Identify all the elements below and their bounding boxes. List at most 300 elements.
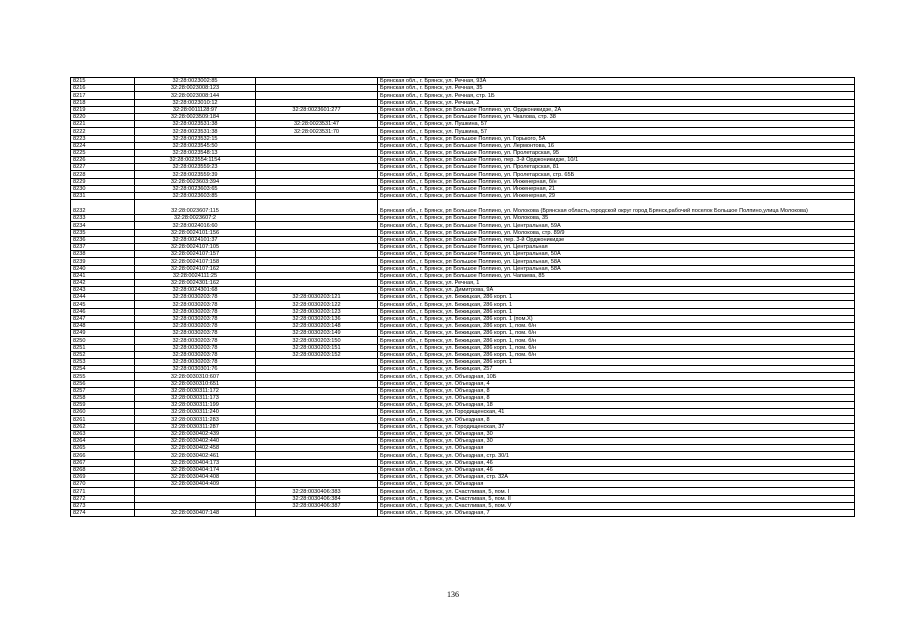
cadastral-number-cell: 32:28:0030310:607 — [135, 373, 256, 380]
address-cell: Брянская обл., г. Брянск, рп Большое Полпино, ул. Центральная, 59А — [378, 222, 855, 229]
cadastral-number-cell: 32:28:0030402:458 — [135, 445, 256, 452]
parent-cadastral-cell: 32:28:0030203:136 — [256, 315, 378, 322]
address-cell: Брянская обл., г. Брянск, ул. Объездная, стр. 30/1 — [378, 452, 855, 459]
cadastral-number-cell: 32:28:0030203:78 — [135, 294, 256, 301]
address-cell: Брянская обл., г. Брянск, ул. Пушкина, 57 — [378, 128, 855, 135]
cadastral-number-cell: 32:28:0024301:162 — [135, 279, 256, 286]
parent-cadastral-cell — [256, 193, 378, 200]
address-cell: Брянская обл., г. Брянск, ул. Счастливая, 5, пом. I — [378, 488, 855, 495]
row-number-cell: 8268 — [71, 466, 135, 473]
row-number-cell: 8221 — [71, 121, 135, 128]
address-cell: Брянская обл., г. Брянск, ул. Объездная, 8 — [378, 416, 855, 423]
table-row — [71, 337, 855, 344]
table-row — [71, 301, 855, 308]
row-number-cell: 8273 — [71, 502, 135, 509]
parent-cadastral-cell — [256, 287, 378, 294]
address-cell: Брянская обл., г. Брянск, ул. Бежицкая, 286 корп. 1 — [378, 308, 855, 315]
row-number-cell: 8249 — [71, 330, 135, 337]
page-number: 136 — [447, 590, 459, 599]
row-number-cell: 8224 — [71, 142, 135, 149]
row-number-cell: 8228 — [71, 171, 135, 178]
parent-cadastral-cell: 32:28:0023531:70 — [256, 128, 378, 135]
address-cell: Брянская обл., г. Брянск, ул. Объездная, стр. 32А — [378, 473, 855, 480]
cadastral-number-cell: 32:28:0023545:50 — [135, 142, 256, 149]
cadastral-number-cell: 32:28:0030203:78 — [135, 351, 256, 358]
row-number-cell: 8245 — [71, 301, 135, 308]
cadastral-number-cell: 32:28:0024101:156 — [135, 229, 256, 236]
address-cell: Брянская обл., г. Брянск, ул. Речная, 2 — [378, 99, 855, 106]
row-number-cell: 8237 — [71, 243, 135, 250]
address-cell: Брянская обл., г. Брянск, ул. Объездная, 7 — [378, 509, 855, 516]
table-row — [71, 402, 855, 409]
table-row — [71, 294, 855, 301]
parent-cadastral-cell — [256, 459, 378, 466]
address-cell: Брянская обл., г. Брянск, рп Большое Полпино, ул. Молокова, стр. 89/9 — [378, 229, 855, 236]
cadastral-number-cell: 32:28:0024107:158 — [135, 258, 256, 265]
row-number-cell: 8233 — [71, 215, 135, 222]
row-number-cell: 8242 — [71, 279, 135, 286]
cadastral-number-cell: 32:28:0023607:2 — [135, 215, 256, 222]
parent-cadastral-cell — [256, 394, 378, 401]
address-cell: Брянская обл., г. Брянск, рп Большое Полпино, ул. Чапаева, 85 — [378, 272, 855, 279]
cadastral-number-cell: 32:28:0023607:115 — [135, 200, 256, 215]
parent-cadastral-cell: 32:28:0030406:383 — [256, 488, 378, 495]
table-row — [71, 142, 855, 149]
cadastral-number-cell: 32:28:0030203:78 — [135, 358, 256, 365]
cadastral-number-cell: 32:28:0030402:440 — [135, 438, 256, 445]
parent-cadastral-cell — [256, 222, 378, 229]
cadastral-number-cell: 32:28:0030404:408 — [135, 473, 256, 480]
address-cell: Брянская обл., г. Брянск, ул. Пушкина, 57 — [378, 121, 855, 128]
table-row — [71, 287, 855, 294]
row-number-cell: 8218 — [71, 99, 135, 106]
cadastral-number-cell: 32:28:0023559:23 — [135, 164, 256, 171]
address-cell: Брянская обл., г. Брянск, ул. Бежицкая, 286 корп. 1, пом. б/н — [378, 323, 855, 330]
table-row — [71, 409, 855, 416]
row-number-cell: 8255 — [71, 373, 135, 380]
address-cell: Брянская обл., г. Брянск, рп Большое Полпино, ул. Молокова (Брянская область,городской округ город Брянск,рабочий поселок Большое Полпино,улица Молокова) — [378, 200, 855, 215]
register-table-body — [71, 78, 855, 517]
table-row — [71, 251, 855, 258]
cadastral-number-cell: 32:28:0030407:148 — [135, 509, 256, 516]
table-row — [71, 128, 855, 135]
parent-cadastral-cell — [256, 473, 378, 480]
cadastral-number-cell: 32:28:0030311:199 — [135, 402, 256, 409]
row-number-cell: 8231 — [71, 193, 135, 200]
parent-cadastral-cell: 32:28:0023601:277 — [256, 106, 378, 113]
row-number-cell: 8215 — [71, 78, 135, 85]
cadastral-number-cell: 32:28:0030310:651 — [135, 380, 256, 387]
cadastral-number-cell: 32:28:0023554:1154 — [135, 157, 256, 164]
row-number-cell: 8252 — [71, 351, 135, 358]
row-number-cell: 8244 — [71, 294, 135, 301]
table-row — [71, 509, 855, 516]
parent-cadastral-cell — [256, 416, 378, 423]
address-cell: Брянская обл., г. Брянск, ул. Бежицкая, 286 корп. 1, пом. б/н — [378, 344, 855, 351]
table-row — [71, 78, 855, 85]
parent-cadastral-cell — [256, 438, 378, 445]
cadastral-number-cell: 32:28:0023010:12 — [135, 99, 256, 106]
cadastral-number-cell: 32:28:0023603:85 — [135, 193, 256, 200]
address-cell: Брянская обл., г. Брянск, ул. Объездная — [378, 481, 855, 488]
address-cell: Брянская обл., г. Брянск, ул. Димитрова, 9А — [378, 287, 855, 294]
address-cell: Брянская обл., г. Брянск, ул. Речная, 93А — [378, 78, 855, 85]
row-number-cell: 8262 — [71, 423, 135, 430]
cadastral-number-cell: 32:28:0030404:409 — [135, 481, 256, 488]
parent-cadastral-cell — [256, 251, 378, 258]
cadastral-number-cell: 32:28:0030203:78 — [135, 315, 256, 322]
parent-cadastral-cell — [256, 92, 378, 99]
table-row — [71, 423, 855, 430]
table-row — [71, 222, 855, 229]
parent-cadastral-cell: 32:28:0030203:148 — [256, 323, 378, 330]
cadastral-number-cell: 32:28:0030404:174 — [135, 466, 256, 473]
cadastral-number-cell: 32:28:0030203:78 — [135, 308, 256, 315]
row-number-cell: 8270 — [71, 481, 135, 488]
row-number-cell: 8240 — [71, 265, 135, 272]
row-number-cell: 8241 — [71, 272, 135, 279]
table-row — [71, 164, 855, 171]
address-cell: Брянская обл., г. Брянск, ул. Объездная, 30 — [378, 438, 855, 445]
table-row — [71, 452, 855, 459]
table-row — [71, 430, 855, 437]
table-row — [71, 215, 855, 222]
cadastral-number-cell: 32:28:0024107:105 — [135, 243, 256, 250]
row-number-cell: 8216 — [71, 85, 135, 92]
cadastral-number-cell: 32:28:0030402:461 — [135, 452, 256, 459]
parent-cadastral-cell — [256, 85, 378, 92]
table-row — [71, 149, 855, 156]
parent-cadastral-cell — [256, 157, 378, 164]
address-cell: Брянская обл., г. Брянск, рп Большое Полпино, ул. Инженерная, 21 — [378, 185, 855, 192]
table-row — [71, 394, 855, 401]
row-number-cell: 8234 — [71, 222, 135, 229]
table-row — [71, 171, 855, 178]
parent-cadastral-cell — [256, 423, 378, 430]
table-row — [71, 243, 855, 250]
address-cell: Брянская обл., г. Брянск, рп Большое Полпино, ул. Инженерная, 29 — [378, 193, 855, 200]
table-row — [71, 135, 855, 142]
cadastral-number-cell: 32:28:0024101:37 — [135, 236, 256, 243]
parent-cadastral-cell: 32:28:0023531:47 — [256, 121, 378, 128]
parent-cadastral-cell: 32:28:0030203:150 — [256, 337, 378, 344]
row-number-cell: 8274 — [71, 509, 135, 516]
table-row — [71, 315, 855, 322]
address-cell: Брянская обл., г. Брянск, ул. Бежицкая, 286 корп. 1 — [378, 358, 855, 365]
address-cell: Брянская обл., г. Брянск, ул. Объездная, 4 — [378, 380, 855, 387]
row-number-cell: 8265 — [71, 445, 135, 452]
parent-cadastral-cell — [256, 265, 378, 272]
row-number-cell: 8258 — [71, 394, 135, 401]
address-cell: Брянская обл., г. Брянск, ул. Объездная, 8 — [378, 387, 855, 394]
table-row — [71, 459, 855, 466]
cadastral-number-cell: 32:28:0024107:162 — [135, 265, 256, 272]
parent-cadastral-cell — [256, 243, 378, 250]
address-cell: Брянская обл., г. Брянск, рп Большое Полпино, ул. Центральная, 50А — [378, 251, 855, 258]
parent-cadastral-cell — [256, 185, 378, 192]
address-cell: Брянская обл., г. Брянск, ул. Речная, 1 — [378, 279, 855, 286]
address-cell: Брянская обл., г. Брянск, рп Большое Полпино, ул. Центральная, 58А — [378, 265, 855, 272]
row-number-cell: 8254 — [71, 366, 135, 373]
table-row — [71, 258, 855, 265]
row-number-cell: 8232 — [71, 200, 135, 215]
row-number-cell: 8226 — [71, 157, 135, 164]
register-table — [70, 77, 855, 517]
parent-cadastral-cell — [256, 272, 378, 279]
row-number-cell: 8229 — [71, 178, 135, 185]
cadastral-number-cell: 32:28:0023531:38 — [135, 128, 256, 135]
parent-cadastral-cell: 32:28:0030406:387 — [256, 502, 378, 509]
cadastral-number-cell: 32:28:0030311:283 — [135, 416, 256, 423]
address-cell: Брянская обл., г. Брянск, рп Большое Полпино, ул. Центральная — [378, 243, 855, 250]
parent-cadastral-cell — [256, 142, 378, 149]
cadastral-number-cell: 32:28:0030402:439 — [135, 430, 256, 437]
cadastral-number-cell: 32:28:0024107:157 — [135, 251, 256, 258]
table-row — [71, 495, 855, 502]
table-row — [71, 445, 855, 452]
table-row — [71, 272, 855, 279]
cadastral-number-cell: 32:28:0030203:78 — [135, 330, 256, 337]
parent-cadastral-cell — [256, 279, 378, 286]
address-cell: Брянская обл., г. Брянск, рп Большое Полпино, ул. Пролетарская, стр. 65Б — [378, 171, 855, 178]
row-number-cell: 8222 — [71, 128, 135, 135]
parent-cadastral-cell — [256, 149, 378, 156]
parent-cadastral-cell: 32:28:0030203:121 — [256, 294, 378, 301]
table-row — [71, 236, 855, 243]
address-cell: Брянская обл., г. Брянск, ул. Счастливая, 5, пом. II — [378, 495, 855, 502]
table-row — [71, 481, 855, 488]
parent-cadastral-cell — [256, 135, 378, 142]
table-row — [71, 358, 855, 365]
row-number-cell: 8271 — [71, 488, 135, 495]
parent-cadastral-cell — [256, 430, 378, 437]
table-row — [71, 157, 855, 164]
parent-cadastral-cell — [256, 373, 378, 380]
cadastral-number-cell: 32:28:0023532:15 — [135, 135, 256, 142]
parent-cadastral-cell — [256, 200, 378, 215]
address-cell: Брянская обл., г. Брянск, рп Большое Полпино, ул. Лермонтова, 16 — [378, 142, 855, 149]
address-cell: Брянская обл., г. Брянск, ул. Объездная, 10Б — [378, 373, 855, 380]
row-number-cell: 8250 — [71, 337, 135, 344]
row-number-cell: 8266 — [71, 452, 135, 459]
table-row — [71, 99, 855, 106]
address-cell: Брянская обл., г. Брянск, рп Большое Полпино, ул. Центральная, 58А — [378, 258, 855, 265]
cadastral-number-cell: 32:28:0023559:39 — [135, 171, 256, 178]
row-number-cell: 8247 — [71, 315, 135, 322]
row-number-cell: 8257 — [71, 387, 135, 394]
parent-cadastral-cell: 32:28:0030203:122 — [256, 301, 378, 308]
row-number-cell: 8225 — [71, 149, 135, 156]
parent-cadastral-cell — [256, 380, 378, 387]
parent-cadastral-cell: 32:28:0030203:151 — [256, 344, 378, 351]
parent-cadastral-cell — [256, 171, 378, 178]
address-cell: Брянская обл., г. Брянск, ул. Объездная, 46 — [378, 466, 855, 473]
parent-cadastral-cell — [256, 99, 378, 106]
row-number-cell: 8227 — [71, 164, 135, 171]
table-row — [71, 121, 855, 128]
table-row — [71, 193, 855, 200]
cadastral-number-cell: 32:28:0030311:287 — [135, 423, 256, 430]
parent-cadastral-cell: 32:28:0030406:384 — [256, 495, 378, 502]
table-row — [71, 330, 855, 337]
table-row — [71, 265, 855, 272]
address-cell: Брянская обл., г. Брянск, ул. Бежицкая, 257 — [378, 366, 855, 373]
cadastral-number-cell: 32:28:0023002:85 — [135, 78, 256, 85]
table-row — [71, 502, 855, 509]
address-cell: Брянская обл., г. Брянск, рп Большое Полпино, пер. 3-й Орджоникидзе — [378, 236, 855, 243]
address-cell: Брянская обл., г. Брянск, ул. Речная, 35 — [378, 85, 855, 92]
row-number-cell: 8230 — [71, 185, 135, 192]
row-number-cell: 8248 — [71, 323, 135, 330]
cadastral-number-cell: 32:28:0024111:25 — [135, 272, 256, 279]
row-number-cell: 8217 — [71, 92, 135, 99]
row-number-cell: 8236 — [71, 236, 135, 243]
row-number-cell: 8261 — [71, 416, 135, 423]
row-number-cell: 8259 — [71, 402, 135, 409]
cadastral-number-cell: 32:28:0023008:144 — [135, 92, 256, 99]
parent-cadastral-cell — [256, 387, 378, 394]
table-row — [71, 351, 855, 358]
cadastral-number-cell: 32:28:0023008:123 — [135, 85, 256, 92]
row-number-cell: 8219 — [71, 106, 135, 113]
table-row — [71, 366, 855, 373]
address-cell: Брянская обл., г. Брянск, рп Большое Полпино, пер. 3-й Орджоникидзе, 10/1 — [378, 157, 855, 164]
row-number-cell: 8267 — [71, 459, 135, 466]
parent-cadastral-cell — [256, 229, 378, 236]
table-row — [71, 279, 855, 286]
row-number-cell: 8246 — [71, 308, 135, 315]
table-row — [71, 229, 855, 236]
cadastral-number-cell: 32:28:0030203:78 — [135, 301, 256, 308]
table-row — [71, 200, 855, 215]
address-cell: Брянская обл., г. Брянск, ул. Объездная, 8 — [378, 394, 855, 401]
table-row — [71, 323, 855, 330]
address-cell: Брянская обл., г. Брянск, рп Большое Полпино, ул. Пролетарская, 81 — [378, 164, 855, 171]
parent-cadastral-cell — [256, 358, 378, 365]
address-cell: Брянская обл., г. Брянск, ул. Объездная — [378, 445, 855, 452]
parent-cadastral-cell: 32:28:0030203:123 — [256, 308, 378, 315]
row-number-cell: 8235 — [71, 229, 135, 236]
table-row — [71, 373, 855, 380]
table-row — [71, 85, 855, 92]
row-number-cell: 8251 — [71, 344, 135, 351]
parent-cadastral-cell — [256, 113, 378, 120]
address-cell: Брянская обл., г. Брянск, рп Большое Полпино, ул. Инженерная, б/н — [378, 178, 855, 185]
cadastral-number-cell: 32:28:0030311:173 — [135, 394, 256, 401]
row-number-cell: 8239 — [71, 258, 135, 265]
row-number-cell: 8272 — [71, 495, 135, 502]
address-cell: Брянская обл., г. Брянск, рп Большое Полпино, ул. Пролетарская, 95 — [378, 149, 855, 156]
address-cell: Брянская обл., г. Брянск, ул. Городищенская, 37 — [378, 423, 855, 430]
cadastral-number-cell: 32:28:0024016:60 — [135, 222, 256, 229]
table-row — [71, 178, 855, 185]
table-row — [71, 106, 855, 113]
address-cell: Брянская обл., г. Брянск, рп Большое Полпино, ул. Молокова, 35 — [378, 215, 855, 222]
cadastral-number-cell: 32:28:0023603:394 — [135, 178, 256, 185]
parent-cadastral-cell — [256, 236, 378, 243]
row-number-cell: 8256 — [71, 380, 135, 387]
cadastral-number-cell: 32:28:0030301:76 — [135, 366, 256, 373]
row-number-cell: 8264 — [71, 438, 135, 445]
table-row — [71, 185, 855, 192]
row-number-cell: 8253 — [71, 358, 135, 365]
cadastral-number-cell: 32:28:0023548:13 — [135, 149, 256, 156]
table-row — [71, 344, 855, 351]
parent-cadastral-cell — [256, 409, 378, 416]
parent-cadastral-cell: 32:28:0030203:149 — [256, 330, 378, 337]
cadastral-number-cell: 32:28:0030311:172 — [135, 387, 256, 394]
cadastral-number-cell: 32:28:0023509:184 — [135, 113, 256, 120]
cadastral-number-cell: 32:28:0024301:68 — [135, 287, 256, 294]
row-number-cell: 8269 — [71, 473, 135, 480]
address-cell: Брянская обл., г. Брянск, ул. Бежицкая, 286 корп. 1, пом. б/н — [378, 351, 855, 358]
parent-cadastral-cell — [256, 445, 378, 452]
row-number-cell: 8243 — [71, 287, 135, 294]
parent-cadastral-cell — [256, 466, 378, 473]
table-row — [71, 466, 855, 473]
table-row — [71, 113, 855, 120]
address-cell: Брянская обл., г. Брянск, ул. Счастливая, 5, пом. V — [378, 502, 855, 509]
parent-cadastral-cell — [256, 215, 378, 222]
table-row — [71, 473, 855, 480]
address-cell: Брянская обл., г. Брянск, ул. Объездная, 30 — [378, 430, 855, 437]
address-cell: Брянская обл., г. Брянск, ул. Речная, стр. 1Б — [378, 92, 855, 99]
address-cell: Брянская обл., г. Брянск, ул. Бежицкая, 286 корп. 1, пом. б/н — [378, 337, 855, 344]
address-cell: Брянская обл., г. Брянск, ул. Бежицкая, 286 корп. 1 — [378, 294, 855, 301]
address-cell: Брянская обл., г. Брянск, рп Большое Полпино, ул. Чкалова, стр. 38 — [378, 113, 855, 120]
address-cell: Брянская обл., г. Брянск, рп Большое Полпино, ул. Горького, 5А — [378, 135, 855, 142]
address-cell: Брянская обл., г. Брянск, ул. Бежицкая, 286 корп. 1, пом. б/н — [378, 330, 855, 337]
cadastral-number-cell: 32:28:0030203:78 — [135, 337, 256, 344]
table-row — [71, 488, 855, 495]
parent-cadastral-cell — [256, 452, 378, 459]
table-row — [71, 308, 855, 315]
address-cell: Брянская обл., г. Брянск, ул. Городищенская, 41 — [378, 409, 855, 416]
parent-cadastral-cell — [256, 258, 378, 265]
parent-cadastral-cell — [256, 366, 378, 373]
parent-cadastral-cell — [256, 402, 378, 409]
cadastral-number-cell: 32:28:0011128:97 — [135, 106, 256, 113]
table-row — [71, 92, 855, 99]
cadastral-number-cell — [135, 488, 256, 495]
parent-cadastral-cell: 32:28:0030203:152 — [256, 351, 378, 358]
cadastral-number-cell — [135, 502, 256, 509]
row-number-cell: 8223 — [71, 135, 135, 142]
address-cell: Брянская обл., г. Брянск, ул. Объездная, 18 — [378, 402, 855, 409]
row-number-cell: 8220 — [71, 113, 135, 120]
cadastral-number-cell: 32:28:0030311:240 — [135, 409, 256, 416]
cadastral-number-cell: 32:28:0030203:78 — [135, 323, 256, 330]
parent-cadastral-cell — [256, 481, 378, 488]
parent-cadastral-cell — [256, 509, 378, 516]
table-row — [71, 387, 855, 394]
row-number-cell: 8263 — [71, 430, 135, 437]
address-cell: Брянская обл., г. Брянск, ул. Бежицкая, 286 корп. 1 — [378, 301, 855, 308]
cadastral-number-cell: 32:28:0023531:38 — [135, 121, 256, 128]
table-row — [71, 380, 855, 387]
parent-cadastral-cell — [256, 78, 378, 85]
table-row — [71, 416, 855, 423]
cadastral-number-cell: 32:28:0030203:78 — [135, 344, 256, 351]
parent-cadastral-cell — [256, 178, 378, 185]
cadastral-number-cell — [135, 495, 256, 502]
address-cell: Брянская обл., г. Брянск, ул. Объездная, 46 — [378, 459, 855, 466]
parent-cadastral-cell — [256, 164, 378, 171]
address-cell: Брянская обл., г. Брянск, рп Большое Полпино, ул. Орджоникидзе, 2А — [378, 106, 855, 113]
row-number-cell: 8260 — [71, 409, 135, 416]
address-cell: Брянская обл., г. Брянск, ул. Бежицкая, 286 корп. 1 (пом.Х) — [378, 315, 855, 322]
table-row — [71, 438, 855, 445]
